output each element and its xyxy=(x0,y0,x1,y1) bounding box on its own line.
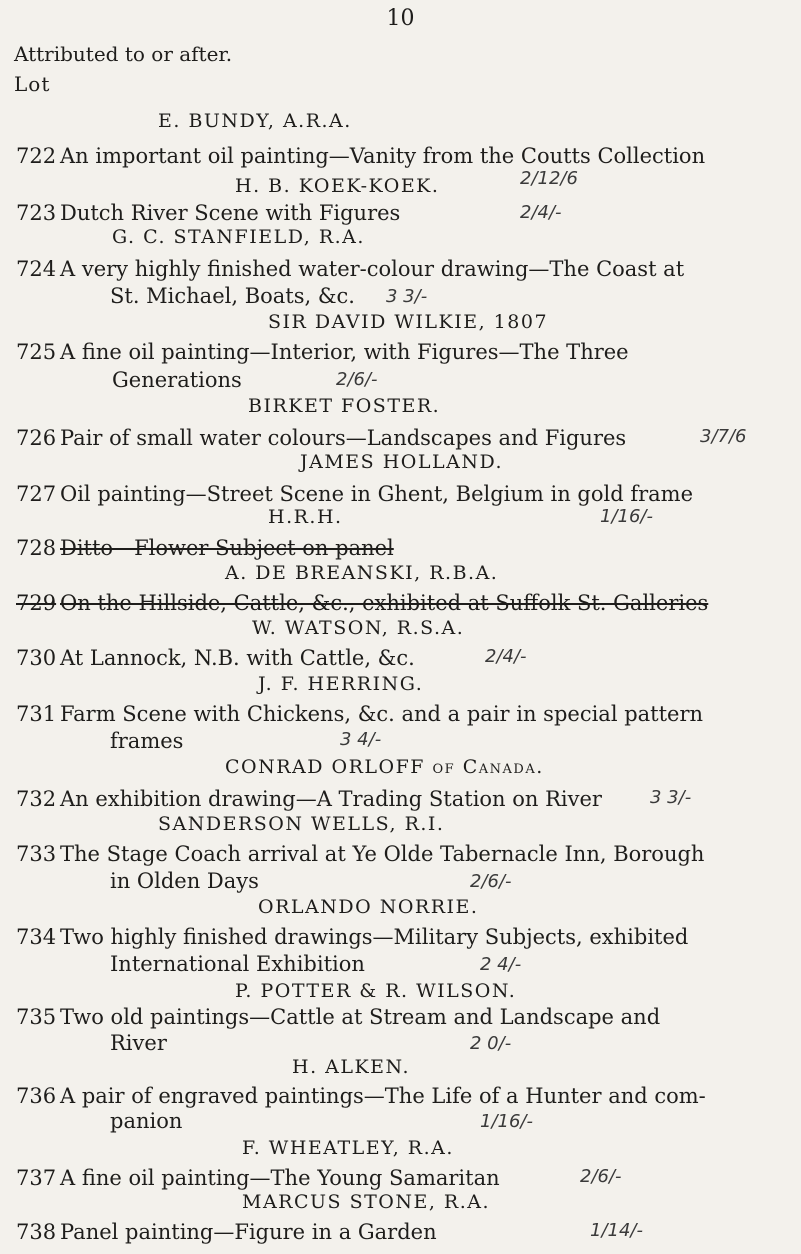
lot-734-artist: ORLANDO NORRIE. xyxy=(258,896,479,919)
lot-description-line: Farm Scene with Chickens, &c. and a pair in special pattern xyxy=(60,701,704,726)
lot-number: 726 xyxy=(16,425,57,450)
lot-description-line: Panel painting—Figure in a Garden xyxy=(60,1220,437,1245)
lot-description-line: Dutch River Scene with Figures xyxy=(60,200,401,225)
lot-722-artist: E. BUNDY, A.R.A. xyxy=(158,110,352,133)
lot-733-price: 2/6/- xyxy=(470,870,512,892)
lot-number: 724 xyxy=(16,256,57,281)
lot-column-header: Lot xyxy=(14,72,51,96)
lot-number: 734 xyxy=(16,925,57,950)
lot-description-line: Two highly finished drawings—Military Subjects, exhibited xyxy=(60,925,689,950)
lot-description-line: International Exhibition xyxy=(110,952,365,977)
lot-description-line: A fine oil painting—Interior, with Figures—The Three xyxy=(60,340,629,365)
lot-733-artist: SANDERSON WELLS, R.I. xyxy=(158,812,445,835)
lot-723-price: 2/4/- xyxy=(520,202,562,224)
lot-737-artist: F. WHEATLEY, R.A. xyxy=(242,1136,454,1159)
lot-722-price: 2/12/6 xyxy=(520,168,578,190)
lot-description-line: A very highly finished water-colour drawing—The Coast at xyxy=(60,256,685,281)
lot-725-artist: SIR DAVID WILKIE, 1807 xyxy=(268,311,549,334)
lot-number: 732 xyxy=(16,787,57,812)
lot-number: 735 xyxy=(16,1005,57,1030)
attribution-line: Attributed to or after. xyxy=(14,42,233,66)
lot-number: 730 xyxy=(16,645,57,670)
lot-description-line: Pair of small water colours—Landscapes and Figures xyxy=(60,425,627,450)
lot-737-price: 2/6/- xyxy=(580,1165,622,1187)
lot-726-artist: BIRKET FOSTER. xyxy=(248,394,441,417)
lot-description-line: panion xyxy=(110,1109,183,1134)
lot-number: 737 xyxy=(16,1165,57,1190)
lot-731-price: 3 4/- xyxy=(340,729,382,751)
lot-description-line: An important oil painting—Vanity from the Coutts Collection xyxy=(60,144,706,169)
lot-731-artist: J. F. HERRING. xyxy=(258,672,424,695)
lot-description-line: River xyxy=(110,1030,167,1055)
lot-number: 738 xyxy=(16,1220,57,1245)
lot-number: 736 xyxy=(16,1083,57,1108)
lot-727-artist: JAMES HOLLAND. xyxy=(300,451,504,474)
lot-number: 733 xyxy=(16,841,57,866)
lot-description-line: The Stage Coach arrival at Ye Olde Tabernacle Inn, Borough xyxy=(60,841,705,866)
page-number: 10 xyxy=(386,6,415,31)
lot-728-artist: H.R.H. xyxy=(268,505,343,528)
lot-729-artist: A. DE BREANSKI, R.B.A. xyxy=(225,562,499,585)
lot-description-line: At Lannock, N.B. with Cattle, &c. xyxy=(60,645,415,670)
lot-description-line: Two old paintings—Cattle at Stream and Landscape and xyxy=(60,1005,661,1030)
lot-number: 731 xyxy=(16,701,57,726)
lot-description-line: Ditto—Flower Subject on panel xyxy=(60,536,394,561)
lot-description-line: Generations xyxy=(112,367,242,392)
lot-description-line: A fine oil painting—The Young Samaritan xyxy=(60,1165,500,1190)
lot-number: 729 xyxy=(16,591,57,616)
lot-732-price: 3 3/- xyxy=(650,787,692,809)
lot-734-price: 2 4/- xyxy=(480,954,522,976)
lot-description-line: St. Michael, Boats, &c. xyxy=(110,284,355,309)
lot-number: 727 xyxy=(16,481,57,506)
lot-description-line: An exhibition drawing—A Trading Station on River xyxy=(60,787,602,812)
lot-730-price: 2/4/- xyxy=(485,645,527,667)
lot-732-artist: CONRAD ORLOFF of Canada. xyxy=(225,756,544,779)
lot-736-artist: H. ALKEN. xyxy=(292,1056,410,1079)
lot-number: 728 xyxy=(16,536,57,561)
lot-725-price: 2/6/- xyxy=(336,369,378,391)
lot-description-line: On the Hillside, Cattle, &c., exhibited at Suffolk St. Galleries xyxy=(60,591,709,616)
lot-number: 723 xyxy=(16,200,57,225)
lot-730-artist: W. WATSON, R.S.A. xyxy=(252,616,465,639)
lot-723-artist: H. B. KOEK-KOEK. xyxy=(235,175,440,198)
lot-736-price: 1/16/- xyxy=(480,1111,533,1133)
lot-724-price: 3 3/- xyxy=(386,285,428,307)
lot-726-price: 3/7/6 xyxy=(700,425,747,447)
lot-description-line: A pair of engraved paintings—The Life of a Hunter and com- xyxy=(60,1083,706,1108)
lot-735-artist: P. POTTER & R. WILSON. xyxy=(235,979,517,1002)
lot-description-line: in Olden Days xyxy=(110,868,259,893)
lot-description-line: Oil painting—Street Scene in Ghent, Belgium in gold frame xyxy=(60,481,694,506)
lot-735-price: 2 0/- xyxy=(470,1032,512,1054)
lot-number: 725 xyxy=(16,340,57,365)
lot-description-line: frames xyxy=(110,729,184,754)
lot-727-price: 1/16/- xyxy=(600,505,653,527)
lot-number: 722 xyxy=(16,144,57,169)
lot-738-price: 1/14/- xyxy=(590,1220,643,1242)
lot-724-artist: G. C. STANFIELD, R.A. xyxy=(112,226,365,249)
lot-738-artist: MARCUS STONE, R.A. xyxy=(242,1191,491,1214)
